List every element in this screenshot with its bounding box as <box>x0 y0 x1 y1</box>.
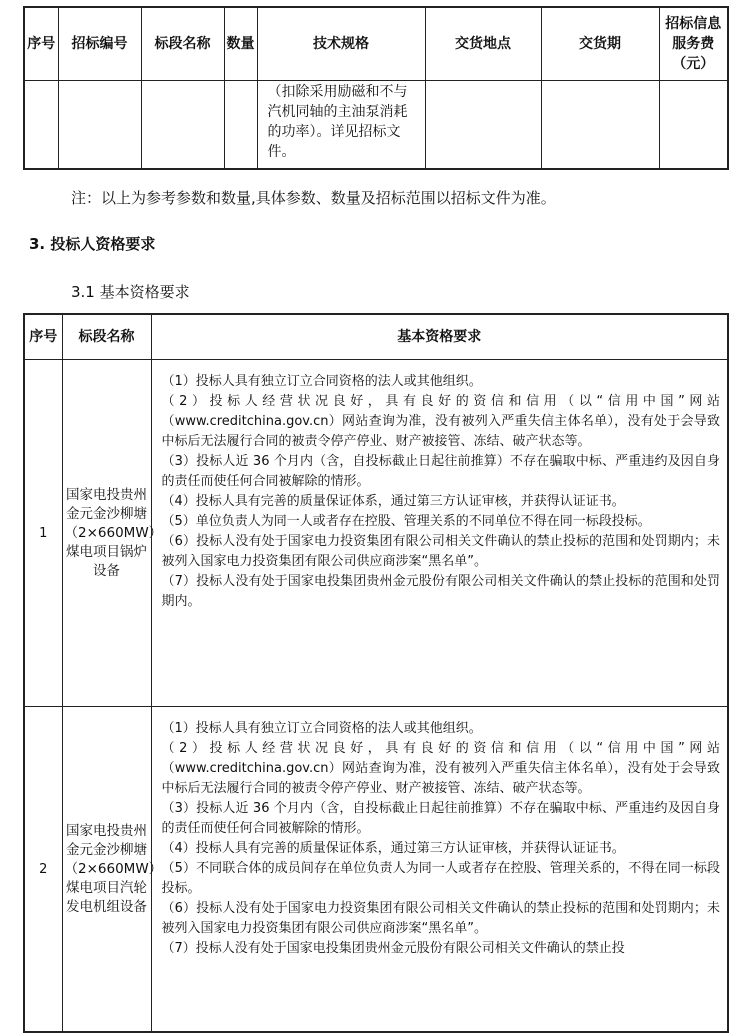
requirement-item: （1）投标人具有独立订立合同资格的法人或其他组织。 <box>161 374 482 389</box>
requirement-item: （7）投标人没有处于国家电投集团贵州金元股份有限公司相关文件确认的禁止投标的范围和处罚期内。 <box>161 574 720 609</box>
lot-name: 国家电投贵州金元金沙柳塘（2×660MW）煤电项目锅炉设备 <box>62 360 151 707</box>
requirement-item: （1）投标人具有独立订立合同资格的法人或其他组织。 <box>161 721 482 736</box>
requirement-item: （3）投标人近 36 个月内（含，自投标截止日起往前推算）不存在骗取中标、严重违约及因自身的责任而使任何合同被解除的情形。 <box>161 454 720 489</box>
requirement-item: （5）单位负责人为同一人或者存在控股、管理关系的不同单位不得在同一标段投标。 <box>161 514 651 529</box>
header-cell: 招标编号 <box>58 7 141 81</box>
qualification-table <box>23 313 729 1033</box>
table-row <box>24 707 728 1033</box>
header-cell: 序号 <box>24 314 62 360</box>
spec-cell: （扣除采用励磁和不与汽机同轴的主油泵消耗的功率）。详见招标文件。 <box>257 81 425 170</box>
table-note: 注：以上为参考参数和数量,具体参数、数量及招标范围以招标文件为准。 <box>71 189 556 207</box>
requirement-item: （2）投标人经营状况良好，具有良好的资信和信用（以“信用中国”网站（www.creditchina.gov.cn）网站查询为准，没有被列入严重失信主体名单），没有处于会导致中标后无法履行合同的被责令停产停业、财产被接管、冻结、破产状态等。 <box>161 394 720 449</box>
header-cell: 交货地点 <box>425 7 541 81</box>
table-cell <box>141 81 224 170</box>
table-cell <box>425 81 541 170</box>
requirement-item: （3）投标人近 36 个月内（含，自投标截止日起往前推算）不存在骗取中标、严重违约及因自身的责任而使任何合同被解除的情形。 <box>161 801 720 836</box>
header-cell: 基本资格要求 <box>151 314 728 360</box>
requirement-item: （5）不同联合体的成员间存在单位负责人为同一人或者存在控股、管理关系的，不得在同一标段投标。 <box>161 861 720 896</box>
table-cell <box>24 81 58 170</box>
table-header-row <box>24 7 728 81</box>
requirements-cell <box>151 707 728 1033</box>
table-header-row <box>24 314 728 360</box>
table-cell <box>58 81 141 170</box>
header-cell: 序号 <box>24 7 58 81</box>
table-row <box>24 360 728 707</box>
header-cell: 标段名称 <box>141 7 224 81</box>
row-number: 2 <box>24 707 62 1033</box>
lot-name: 国家电投贵州金元金沙柳塘（2×660MW）煤电项目汽轮发电机组设备 <box>62 707 151 1033</box>
requirement-item: （7）投标人没有处于国家电投集团贵州金元股份有限公司相关文件确认的禁止投 <box>161 941 625 956</box>
row-number: 1 <box>24 360 62 707</box>
header-cell: 技术规格 <box>257 7 425 81</box>
table-row <box>24 81 728 170</box>
requirement-item: （6）投标人没有处于国家电力投资集团有限公司相关文件确认的禁止投标的范围和处罚期内；未被列入国家电力投资集团有限公司供应商涉案“黑名单”。 <box>161 901 720 936</box>
table-cell <box>224 81 257 170</box>
requirements-cell <box>151 360 728 707</box>
table-cell <box>541 81 659 170</box>
requirement-item: （6）投标人没有处于国家电力投资集团有限公司相关文件确认的禁止投标的范围和处罚期内；未被列入国家电力投资集团有限公司供应商涉案“黑名单”。 <box>161 534 720 569</box>
header-cell: 招标信息服务费（元） <box>659 7 728 81</box>
table-cell <box>659 81 728 170</box>
bid-items-table <box>23 6 729 170</box>
header-cell: 交货期 <box>541 7 659 81</box>
requirement-item: （2）投标人经营状况良好，具有良好的资信和信用（以“信用中国”网站（www.creditchina.gov.cn）网站查询为准，没有被列入严重失信主体名单），没有处于会导致中标后无法履行合同的被责令停产停业、财产被接管、冻结、破产状态等。 <box>161 741 720 796</box>
header-cell: 标段名称 <box>62 314 151 360</box>
subsection-heading: 3.1 基本资格要求 <box>71 283 190 301</box>
header-cell: 数量 <box>224 7 257 81</box>
section-heading: 3. 投标人资格要求 <box>29 235 156 253</box>
requirement-item: （4）投标人具有完善的质量保证体系，通过第三方认证审核，并获得认证证书。 <box>161 494 625 509</box>
requirement-item: （4）投标人具有完善的质量保证体系，通过第三方认证审核，并获得认证证书。 <box>161 841 625 856</box>
